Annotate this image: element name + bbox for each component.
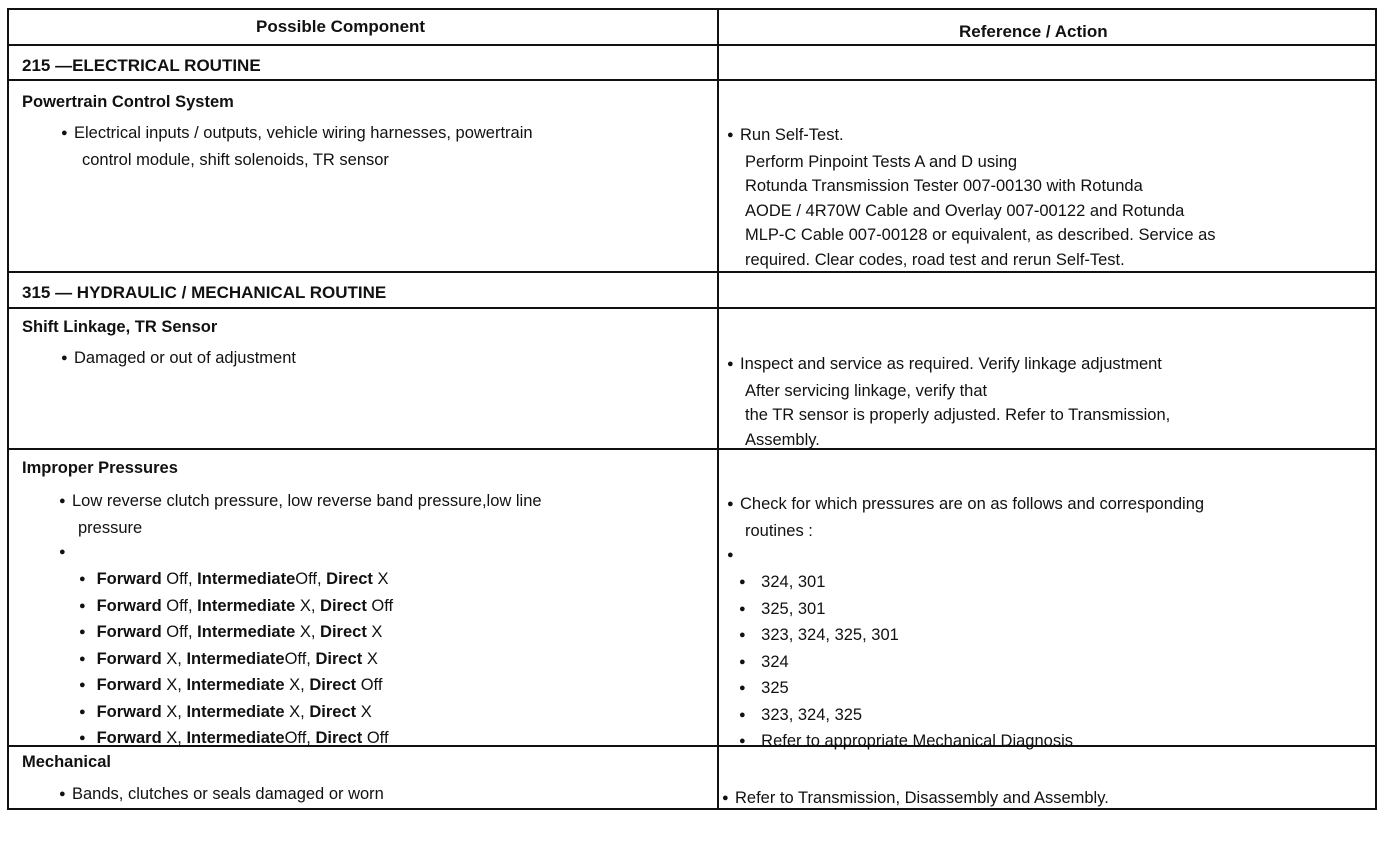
routine-item: ● 325 xyxy=(739,676,1073,703)
column-header-action: Reference / Action xyxy=(959,22,1108,41)
row-title-pressures: Improper Pressures xyxy=(22,459,178,477)
bullet-icon xyxy=(739,597,752,624)
bullet-icon xyxy=(79,594,92,621)
conditions-list xyxy=(79,567,393,753)
bullet-icon xyxy=(727,492,740,519)
condition-item: ● Forward Off, Intermediate X, Direct X xyxy=(79,620,393,647)
mechanical-component: ●Bands, clutches or seals damaged or worn xyxy=(59,782,384,809)
routine-item: ● Refer to appropriate Mechanical Diagnosis xyxy=(739,729,1073,756)
row-title-mechanical: Mechanical xyxy=(22,753,111,771)
powertrain-component: ●Electrical inputs / outputs, vehicle wiring harnesses, powertrain control module, shift solenoids, TR sensor xyxy=(61,121,533,172)
condition-item: ● Forward X, Intermediate X, Direct X xyxy=(79,700,393,727)
bullet-icon xyxy=(59,782,72,809)
condition-item: ● Forward Off, Intermediate X, Direct Off xyxy=(79,594,393,621)
routine-item: ● 323, 324, 325 xyxy=(739,703,1073,730)
bullet-icon xyxy=(739,623,752,650)
pressures-action: ●Check for which pressures are on as follows and corresponding routines : ● xyxy=(727,492,1204,570)
bullet-icon xyxy=(59,489,72,516)
bullet-icon xyxy=(79,647,92,674)
routines-list xyxy=(739,570,1073,756)
routine-item: ● 323, 324, 325, 301 xyxy=(739,623,1073,650)
bullet-icon xyxy=(59,540,72,567)
bullet-icon xyxy=(61,346,74,373)
condition-item: ● Forward X, Intermediate X, Direct Off xyxy=(79,673,393,700)
bullet-icon xyxy=(727,123,740,150)
bullet-icon xyxy=(79,673,92,700)
bullet-icon xyxy=(79,567,92,594)
routine-item: ● 325, 301 xyxy=(739,597,1073,624)
mechanical-action: ● Refer to Transmission, Disassembly and Assembly. xyxy=(722,786,1109,813)
bullet-icon xyxy=(739,570,752,597)
row-title-powertrain: Powertrain Control System xyxy=(22,93,234,111)
routine-item: ● 324 xyxy=(739,650,1073,677)
column-divider xyxy=(717,10,719,808)
bullet-icon xyxy=(727,543,740,570)
linkage-action: ● Inspect and service as required. Verify linkage adjustment After servicing linkage, verify that the TR sensor is properly adjusted. Refer to Transmission, Assembly. xyxy=(727,352,1170,452)
row-rule xyxy=(9,307,1375,309)
bullet-icon xyxy=(739,650,752,677)
section-title-electrical: 215 —ELECTRICAL ROUTINE xyxy=(22,56,261,75)
powertrain-action: ●Run Self-Test. Perform Pinpoint Tests A and D using Rotunda Transmission Tester 007-00130 with Rotunda AODE / 4R70W Cable and Overlay 007-00122 and Rotunda MLP-C Cable 007-00128 or equivalent, as described. Service as required. Clear codes, road test and rerun Self-Test. xyxy=(727,123,1216,272)
bullet-icon xyxy=(727,352,740,379)
bullet-icon xyxy=(79,620,92,647)
row-rule xyxy=(9,79,1375,81)
bullet-icon xyxy=(739,676,752,703)
condition-item: ● Forward X, IntermediateOff, Direct Off xyxy=(79,726,393,753)
bullet-icon xyxy=(739,729,752,756)
bullet-icon xyxy=(722,786,735,813)
row-title-linkage: Shift Linkage, TR Sensor xyxy=(22,318,218,336)
bullet-icon xyxy=(79,726,92,753)
diagnosis-table xyxy=(7,8,1377,810)
linkage-component: ●Damaged or out of adjustment xyxy=(61,346,296,373)
column-header-component: Possible Component xyxy=(256,17,426,36)
section-title-hydraulic: 315 — HYDRAULIC / MECHANICAL ROUTINE xyxy=(22,283,387,302)
pressures-component: ●Low reverse clutch pressure, low reverse band pressure,low line pressure ● xyxy=(59,489,542,567)
condition-item: ● Forward X, IntermediateOff, Direct X xyxy=(79,647,393,674)
bullet-icon xyxy=(79,700,92,727)
condition-item: ● Forward Off, IntermediateOff, Direct X xyxy=(79,567,393,594)
bullet-icon xyxy=(739,703,752,730)
routine-item: ● 324, 301 xyxy=(739,570,1073,597)
bullet-icon xyxy=(61,121,74,148)
header-rule xyxy=(9,44,1375,46)
